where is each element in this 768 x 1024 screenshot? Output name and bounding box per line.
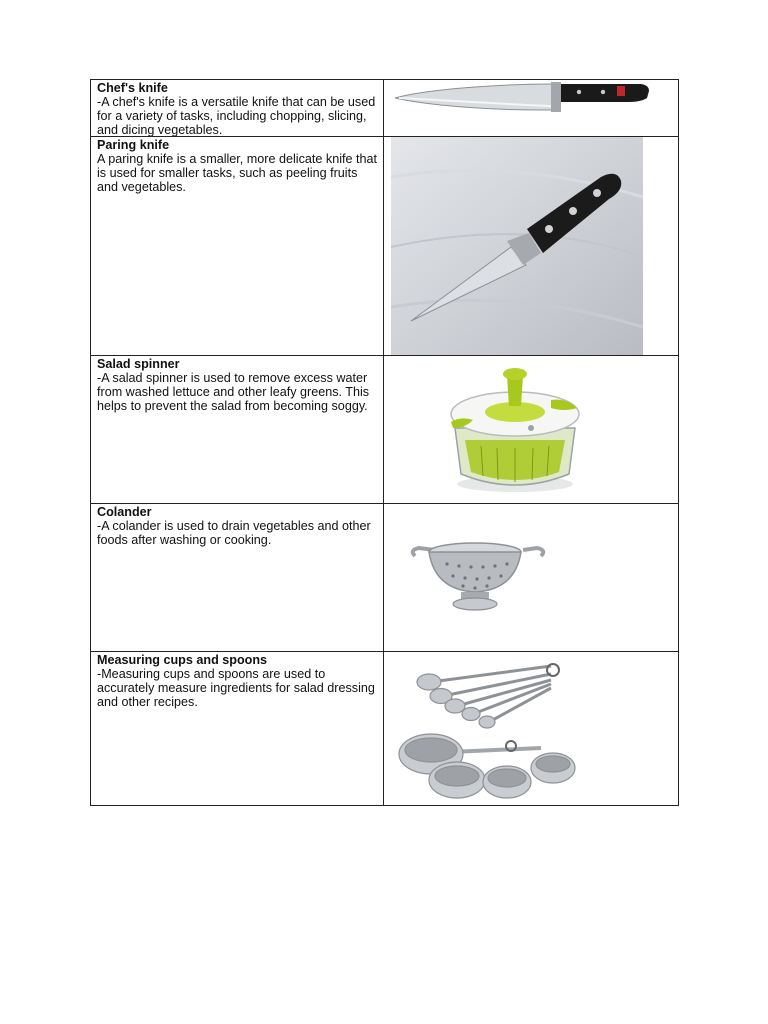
item-title: Measuring cups and spoons <box>97 653 268 667</box>
measuring-cups-icon <box>391 652 583 805</box>
item-description: A paring knife is a smaller, more delicate knife that is used for smaller tasks, such as peeling fruits and vegetables. <box>97 152 378 194</box>
paring-knife-icon <box>391 137 643 356</box>
salad-spinner-icon <box>391 356 637 503</box>
item-description: -A chef's knife is a versatile knife that can be used for a variety of tasks, including chopping, slicing, and dicing vegetables. <box>97 95 376 137</box>
item-text-cell <box>91 356 384 503</box>
item-title: Colander <box>97 505 152 519</box>
table-row <box>90 136 679 355</box>
item-text-cell <box>91 652 384 805</box>
table-row <box>90 355 679 503</box>
item-text-cell <box>91 80 384 136</box>
colander-icon <box>391 504 557 651</box>
item-title: Chef's knife <box>97 81 168 95</box>
table-row <box>90 79 679 136</box>
item-title: Salad spinner <box>97 357 180 371</box>
item-text-cell <box>91 137 384 355</box>
item-description: -A colander is used to drain vegetables and other foods after washing or cooking. <box>97 519 371 547</box>
tools-table <box>90 79 679 806</box>
table-row <box>90 503 679 651</box>
item-description: -A salad spinner is used to remove excess water from washed lettuce and other leafy greens. This helps to prevent the salad from becoming soggy. <box>97 371 370 413</box>
item-title: Paring knife <box>97 138 170 152</box>
item-description: -Measuring cups and spoons are used to accurately measure ingredients for salad dressing and other recipes. <box>97 667 375 709</box>
chef-knife-icon <box>391 80 653 120</box>
table-row <box>90 651 679 806</box>
item-text-cell <box>91 504 384 651</box>
